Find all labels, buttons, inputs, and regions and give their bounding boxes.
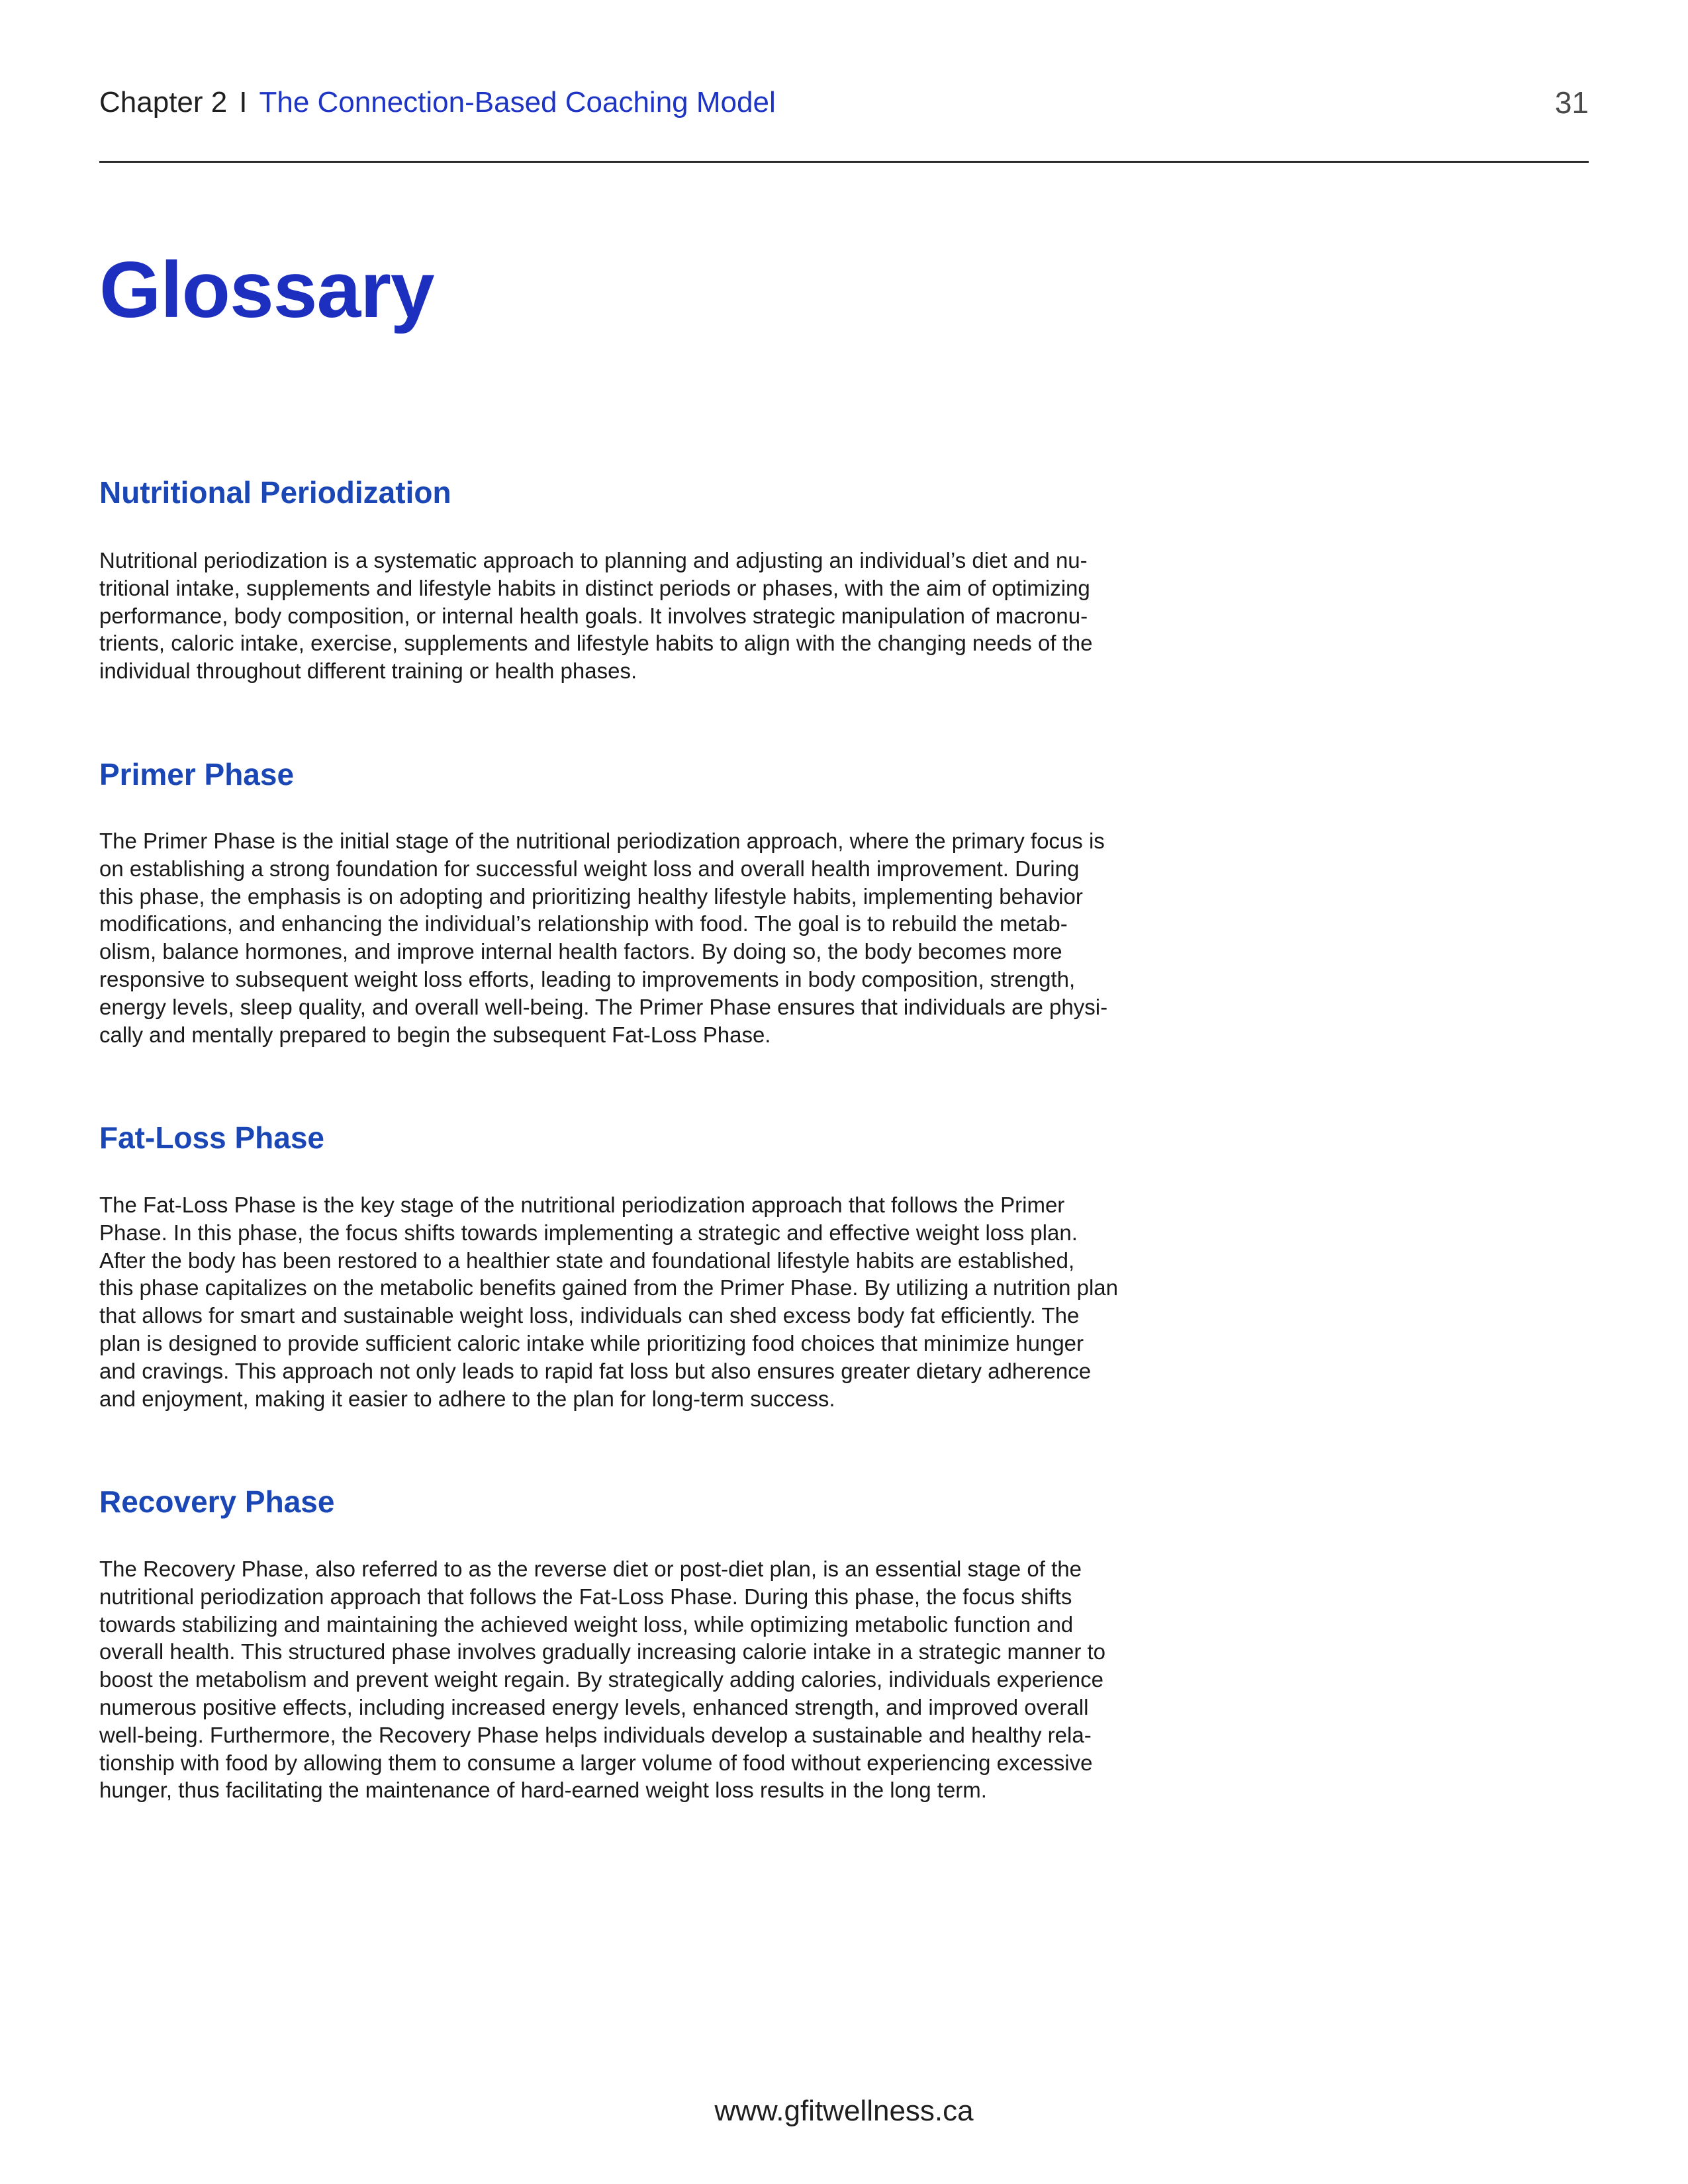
- glossary-definition: The Primer Phase is the initial stage of the nutritional periodization approach, where the primary focus is on establishing a strong foundation for successful weight loss and overall health improvement. During this phase, the emphasis is on adopting and prioritizing healthy lifestyle habits, implementing behavior modifications, and enhancing the individual’s relationship with food. The goal is to rebuild the metab- olism, balance hormones, and improve internal health factors. By doing so, the body becomes more responsive to subsequent weight loss efforts, leading to improvements in body composition, strength, energy levels, sleep quality, and overall well-being. The Primer Phase ensures that individuals are physi- cally and mentally prepared to begin the subsequent Fat-Loss Phase.: [99, 829, 1108, 1047]
- chapter-separator: I: [239, 86, 248, 118]
- chapter-breadcrumb: [99, 79, 776, 126]
- glossary-term: Primer Phase: [99, 757, 295, 792]
- glossary-definition: The Fat-Loss Phase is the key stage of the nutritional periodization approach that follows the Primer Phase. In this phase, the focus shifts towards implementing a strategic and effective weight loss plan. After the body has been restored to a healthier state and foundational lifestyle habits are established, this phase capitalizes on the metabolic benefits gained from the Primer Phase. By utilizing a nutrition plan that allows for smart and sustainable weight loss, individuals can shed excess body fat efficiently. The plan is designed to provide sufficient caloric intake while prioritizing food choices that minimize hunger and cravings. This approach not only leads to rapid fat loss but also ensures greater dietary adherence and enjoyment, making it easier to adhere to the plan for long-term success.: [99, 1193, 1119, 1411]
- footer-website: www.gfitwellness.ca: [714, 2095, 974, 2127]
- glossary-term: Fat-Loss Phase: [99, 1120, 324, 1155]
- page-title: Glossary: [99, 246, 434, 334]
- glossary-definition: Nutritional periodization is a systematic approach to planning and adjusting an individual’s diet and nu- tritional intake, supplements and lifestyle habits in distinct periods or phases, with the aim of optimizing performance, body composition, or internal health goals. It involves strategic manipulation of macronu- trients, caloric intake, exercise, supplements and lifestyle habits to align with the changing needs of the individual throughout different training or health phases.: [99, 548, 1093, 684]
- chapter-label: Chapter 2: [99, 86, 228, 118]
- glossary-definition: The Recovery Phase, also referred to as the reverse diet or post-diet plan, is an essential stage of the nutritional periodization approach that follows the Fat-Loss Phase. During this phase, the focus shifts towards stabilizing and maintaining the achieved weight loss, while optimizing metabolic function and overall health. This structured phase involves gradually increasing calorie intake in a strategic manner to boost the metabolism and prevent weight regain. By strategically adding calories, individuals experience numerous positive effects, including increased energy levels, enhanced strength, and improved overall well-being. Furthermore, the Recovery Phase helps individuals develop a sustainable and healthy rela- tionship with food by allowing them to consume a larger volume of food without experiencing excessive hunger, thus facilitating the maintenance of hard-earned weight loss results in the long term.: [99, 1557, 1106, 1803]
- page-header: [99, 79, 1589, 126]
- page-number: 31: [1554, 85, 1589, 120]
- header-divider: [99, 161, 1589, 163]
- glossary-term: Recovery Phase: [99, 1484, 335, 1519]
- chapter-title: The Connection-Based Coaching Model: [259, 86, 776, 118]
- glossary-term: Nutritional Periodization: [99, 475, 451, 510]
